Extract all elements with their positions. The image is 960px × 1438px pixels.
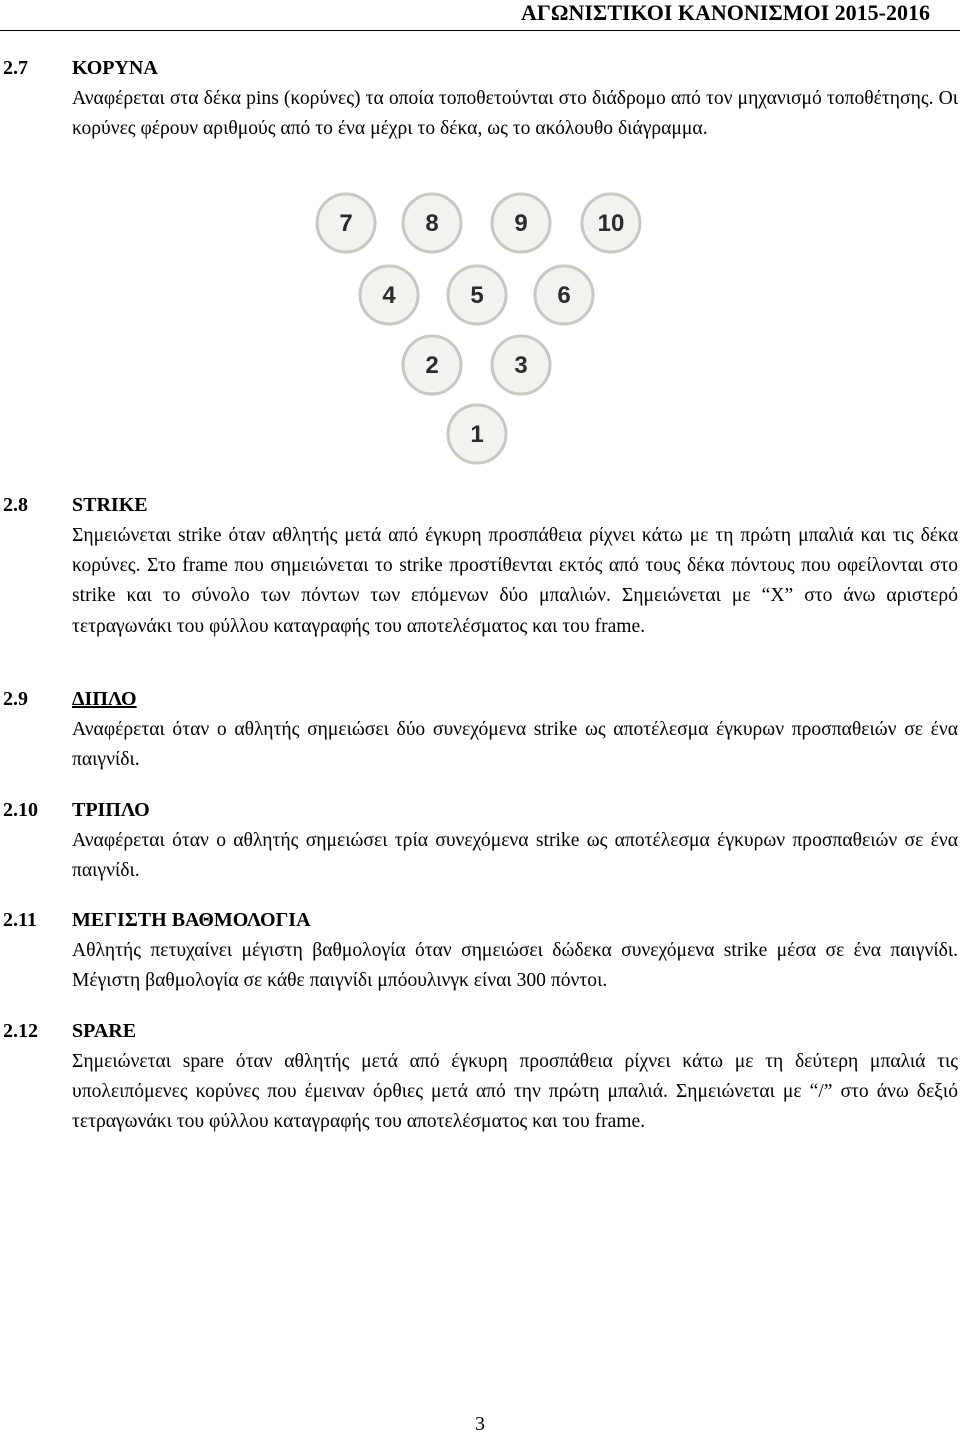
page-number: 3	[475, 1413, 485, 1435]
document-header-title: ΑΓΩΝΙΣΤΙΚΟΙ ΚΑΝΟΝΙΣΜΟΙ 2015-2016	[520, 0, 930, 25]
pin-label: 5	[470, 282, 484, 309]
pin-label: 1	[470, 421, 484, 448]
section-heading: SPARE	[72, 1020, 137, 1042]
section-heading: ΜΕΓΙΣΤΗ ΒΑΘΜΟΛΟΓΙΑ	[72, 909, 311, 931]
section-number: 2.7	[3, 57, 28, 79]
header-rule	[0, 30, 960, 31]
section-number: 2.11	[3, 909, 37, 931]
section-body: Αναφέρεται όταν ο αθλητής σημειώσει τρία συνεχόμενα strike ως αποτέλεσμα έγκυρων προσπαθειών σε ένα παιγνίδι.	[72, 830, 958, 882]
pin-8	[401, 192, 463, 254]
section-number: 2.12	[3, 1020, 38, 1042]
pin-label: 3	[514, 352, 528, 379]
section-heading: ΔΙΠΛΟ	[72, 688, 137, 710]
section-body: Σημειώνεται strike όταν αθλητής μετά από έγκυρη προσπάθεια ρίχνει κάτω με τη πρώτη μπαλιά και τις δέκα κορύνες. Στο frame που σημειώνεται το strike προστίθενται εκτός από τους δέκα πόντους που οφείλονται στο strike και το σύνολο των πόντων των επόμενων δύο μπαλιών. Σημειώνεται με “X” στο άνω αριστερό τετραγωνάκι του φύλλου καταγραφής του αποτελέσματος και του frame.	[72, 525, 958, 637]
pin-7	[315, 192, 377, 254]
pin-4	[358, 264, 420, 326]
section-number: 2.9	[3, 688, 28, 710]
section-body: Σημειώνεται spare όταν αθλητής μετά από έγκυρη προσπάθεια ρίχνει κάτω με τη δεύτερη μπαλιά τις υπολειπόμενες κορύνες που έμειναν όρθιες μετά από την πρώτη μπαλιά. Σημειώνεται με “/” στο άνω δεξιό τετραγωνάκι του φύλλου καταγραφής του αποτελέσματος και του frame.	[72, 1051, 958, 1133]
section-number: 2.8	[3, 494, 28, 516]
section-body: Αναφέρεται στα δέκα pins (κορύνες) τα οποία τοποθετούνται στο διάδρομο από τον μηχανισμό τοποθέτησης. Οι κορύνες φέρουν αριθμούς από το ένα μέχρι το δέκα, ως το ακόλουθο διάγραμμα.	[72, 88, 958, 140]
pin-label: 10	[597, 210, 625, 237]
section-heading: ΤΡΙΠΛΟ	[72, 799, 150, 821]
pin-label: 9	[514, 210, 528, 237]
pin-5	[446, 264, 508, 326]
pin-label: 2	[425, 352, 439, 379]
pin-10	[580, 192, 642, 254]
pin-2	[401, 334, 463, 396]
pin-9	[490, 192, 552, 254]
pin-label: 8	[425, 210, 439, 237]
pin-label: 7	[339, 210, 353, 237]
pin-3	[490, 334, 552, 396]
pin-6	[533, 264, 595, 326]
pin-1	[446, 403, 508, 465]
section-number: 2.10	[3, 799, 38, 821]
pin-label: 6	[557, 282, 571, 309]
section-body: Αναφέρεται όταν ο αθλητής σημειώσει δύο συνεχόμενα strike ως αποτέλεσμα έγκυρων προσπαθειών σε ένα παιγνίδι.	[72, 719, 958, 771]
bowling-pin-diagram	[312, 192, 644, 466]
section-body: Αθλητής πετυχαίνει μέγιστη βαθμολογία όταν σημειώσει δώδεκα συνεχόμενα strike μέσα σε ένα παιγνίδι. Μέγιστη βαθμολογία σε κάθε παιγνίδι μπόουλινγκ είναι 300 πόντοι.	[72, 940, 958, 992]
pin-label: 4	[382, 282, 396, 309]
section-heading: STRIKE	[72, 494, 148, 516]
section-heading: ΚΟΡΥΝΑ	[72, 57, 158, 79]
